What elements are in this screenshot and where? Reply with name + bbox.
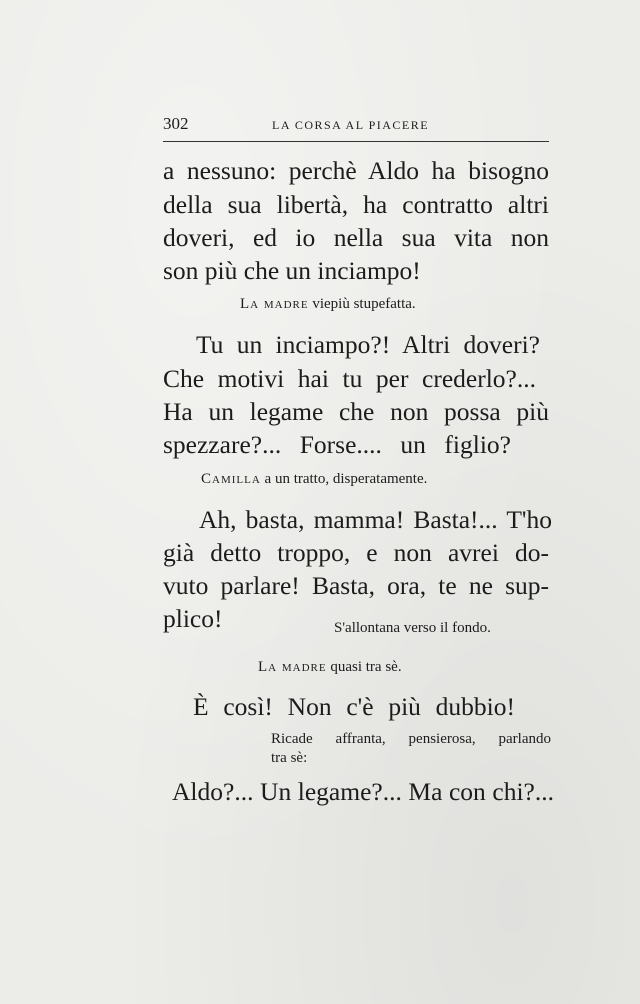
text-line: son più che un inciampo! (163, 256, 421, 285)
text-line: doveri, ed io nella sua vita non (163, 223, 549, 252)
speaker-name: La madre (258, 659, 327, 675)
stage-direction (258, 659, 402, 676)
text-line: Ha un legame che non possa più (163, 397, 549, 426)
text-line: Aldo?... Un legame?... Ma con chi?... (172, 777, 554, 806)
stage-direction-text: quasi tra sè. (330, 659, 402, 675)
header-rule (163, 141, 549, 142)
text-line: vuto parlare! Basta, ora, te ne sup- (163, 571, 549, 600)
text-line: Che motivi hai tu per crederlo?... (163, 364, 536, 393)
speaker-name: Camilla (201, 471, 261, 487)
text-line: della sua libertà, ha contratto altri (163, 190, 549, 219)
stage-direction: S'allontana verso il fondo. (334, 620, 491, 636)
text-line: già detto troppo, e non avrei do- (163, 538, 549, 567)
stage-direction (240, 296, 416, 313)
stage-direction-text: viepiù stupefatta. (312, 296, 416, 312)
text-line: plico! (163, 604, 223, 633)
text-line: spezzare?... Forse.... un figlio? (163, 430, 511, 459)
running-title: LA CORSA AL PIACERE (272, 118, 430, 132)
text-line: Ah, basta, mamma! Basta!... T'ho (199, 505, 552, 534)
text-line: a nessuno: perchè Aldo ha bisogno (163, 156, 549, 185)
stage-direction-text: a un tratto, disperatamente. (264, 471, 428, 487)
stage-direction (201, 471, 427, 488)
page-number: 302 (163, 114, 189, 133)
text-line: È così! Non c'è più dubbio! (193, 692, 515, 721)
text-line: Tu un inciampo?! Altri doveri? (196, 330, 540, 359)
stage-direction: Ricade affranta, pensierosa, parlando (271, 731, 551, 747)
stage-direction: tra sè: (271, 750, 308, 766)
speaker-name: La madre (240, 296, 309, 312)
